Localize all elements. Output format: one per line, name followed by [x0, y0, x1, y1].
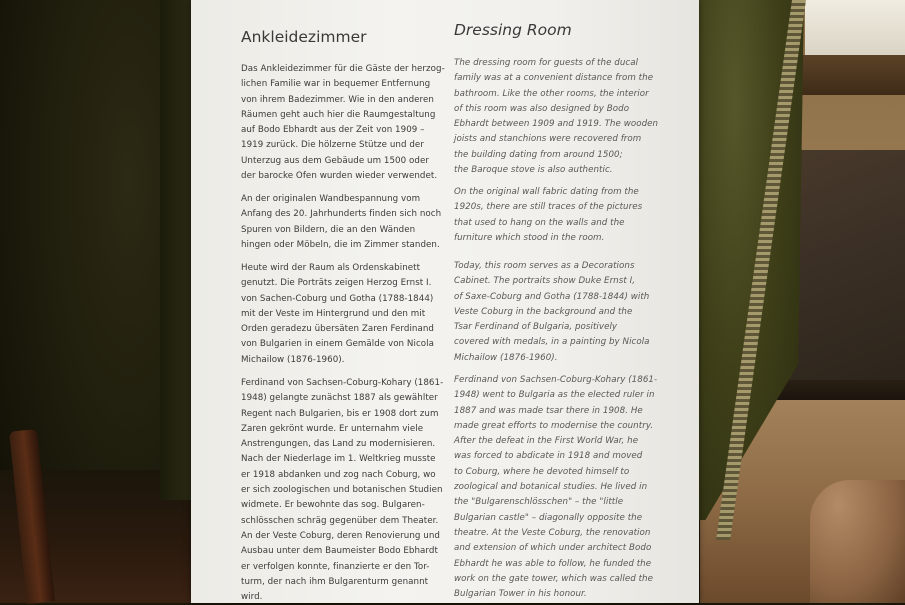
english-paragraph-3 — [454, 259, 650, 366]
text-line: the "Bulgarenschlösschen" – the "little — [454, 497, 624, 508]
text-line: Ebhardt between 1909 and 1919. The wooden — [454, 119, 659, 130]
text-line: Cabinet. The portraits show Duke Ernst I, — [454, 276, 636, 287]
text-line: er sich zoologischen und botanischen Studien — [241, 485, 443, 496]
text-line: After the defeat in the First World War, he — [454, 436, 639, 447]
text-line: of Saxe-Coburg and Gotha (1788-1844) with — [454, 291, 650, 302]
text-line: 1919 zurück. Die hölzerne Stütze und der — [241, 140, 424, 151]
text-line: lichen Familie war in bequemer Entfernung — [241, 79, 431, 90]
text-line: er verfolgen konnte, finanzierte er den Tor- — [241, 561, 430, 572]
text-line: turm, der nach ihm Bulgarenturm genannt — [241, 576, 429, 587]
text-line: Michailow (1876-1960). — [241, 354, 345, 365]
text-line: was forced to abdicate in 1918 and moved — [454, 451, 643, 462]
text-line: von Sachen-Coburg und Gotha (1788-1844) — [241, 293, 434, 304]
german-title: Ankleidezimmer — [241, 28, 367, 46]
text-line: schlösschen schräg gegenüber dem Theater. — [241, 515, 439, 526]
text-line: Räumen geht auch hier die Raumgestaltung — [241, 109, 436, 120]
text-line: Ebhardt he was able to follow, he funded the — [454, 558, 652, 569]
text-line: work on the gate tower, which was called the — [454, 573, 653, 584]
text-line: mit der Veste im Hintergrund und den mit — [241, 308, 426, 319]
text-line: Regent nach Bulgarien, bis er 1908 dort zum — [241, 408, 439, 419]
text-line: Anfang des 20. Jahrhunderts finden sich noch — [241, 209, 442, 220]
text-line: Today, this room serves as a Decorations — [454, 261, 635, 271]
text-line: An der Veste Coburg, deren Renovierung und — [241, 530, 440, 541]
text-line: family was at a convenient distance from the — [454, 73, 654, 84]
text-line: The dressing room for guests of the ducal — [454, 58, 639, 68]
text-line: zoological and botanical studies. He lived in — [454, 482, 648, 493]
text-line: Das Ankleidezimmer für die Gäste der herzog- — [241, 64, 445, 74]
text-line: Orden geradezu übersäten Zaren Ferdinand — [241, 324, 434, 335]
text-line: Ferdinand von Sachsen-Coburg-Kohary (1861- — [454, 375, 658, 385]
text-line: theatre. At the Veste Coburg, the renovation — [454, 527, 651, 538]
text-line: 1887 and was made tsar there in 1908. He — [454, 405, 643, 416]
text-line: joists and stanchions were recovered from — [454, 134, 642, 145]
text-line: the Baroque stove is also authentic. — [454, 165, 613, 176]
english-paragraph-1 — [454, 56, 658, 178]
text-line: Spuren von Bildern, die an den Wänden — [241, 224, 416, 235]
text-line: Zaren gekrönt wurde. Er unternahm viele — [241, 423, 424, 434]
text-line: of this room was also designed by Bodo — [454, 103, 630, 114]
window-light — [805, 0, 905, 60]
text-line: furniture which stood in the room. — [454, 232, 605, 243]
text-line: covered with medals, in a painting by Nicola — [454, 337, 650, 348]
text-line: An der originalen Wandbespannung vom — [241, 194, 421, 204]
text-line: Veste Coburg in the background and the — [454, 306, 633, 317]
text-line: made great efforts to modernise the country. — [454, 420, 654, 431]
english-paragraph-2 — [454, 185, 642, 246]
text-line: to Coburg, where he devoted himself to — [454, 466, 630, 477]
window-frame — [800, 55, 905, 95]
text-line: Anstrengungen, das Land zu modernisieren. — [241, 439, 436, 450]
text-line: widmete. Er bewohnte das sog. Bulgaren- — [241, 500, 425, 511]
text-line: 1920s, there are still traces of the pictures — [454, 202, 643, 213]
information-panel — [191, 0, 699, 603]
text-line: von Bulgarien in einem Gemälde von Nicola — [241, 339, 434, 350]
text-line: genutzt. Die Porträts zeigen Herzog Ernst I. — [241, 278, 432, 289]
wooden-table-edge — [810, 480, 905, 603]
text-line: bathroom. Like the other rooms, the interior — [454, 88, 649, 99]
text-line: Unterzug aus dem Gebäude um 1500 oder — [241, 155, 429, 166]
german-paragraph-1 — [241, 62, 445, 184]
text-line: Bulgarian castle" – diagonally opposite the — [454, 512, 643, 523]
text-line: On the original wall fabric dating from the — [454, 187, 639, 197]
text-line: Ferdinand von Sachsen-Coburg-Kohary (1861- — [241, 378, 444, 388]
text-line: the building dating from around 1500; — [454, 149, 623, 160]
text-line: Bulgarian Tower in his honour. — [454, 589, 587, 600]
german-paragraph-2 — [241, 192, 441, 253]
text-line: hingen oder Möbeln, die im Zimmer standen. — [241, 239, 440, 250]
text-line: 1948) gelangte zunächst 1887 als gewählter — [241, 393, 438, 404]
text-line: auf Bodo Ebhardt aus der Zeit von 1909 – — [241, 125, 425, 136]
text-line: Nach der Niederlage im 1. Weltkrieg musste — [241, 454, 436, 465]
text-line: and extension of which under architect Bodo — [454, 543, 652, 554]
text-line: Heute wird der Raum als Ordenskabinett — [241, 263, 421, 273]
text-line: von ihrem Badezimmer. Wie in den anderen — [241, 94, 434, 105]
english-paragraph-4 — [454, 373, 657, 602]
text-line: er 1918 abdanken und zog nach Coburg, wo — [241, 469, 436, 480]
text-line: Tsar Ferdinand of Bulgaria, positively — [454, 322, 618, 333]
german-paragraph-4 — [241, 376, 443, 605]
german-paragraph-3 — [241, 261, 434, 368]
text-line: 1948) went to Bulgaria as the elected ruler in — [454, 390, 655, 401]
text-line: that used to hang on the walls and the — [454, 217, 625, 228]
text-line: wird. — [241, 592, 263, 603]
text-line: der barocke Ofen wurden wieder verwendet. — [241, 171, 438, 182]
text-line: Michailow (1876-1960). — [454, 352, 558, 363]
text-line: Ausbau unter dem Baumeister Bodo Ebhardt — [241, 546, 438, 557]
english-title: Dressing Room — [454, 21, 572, 39]
